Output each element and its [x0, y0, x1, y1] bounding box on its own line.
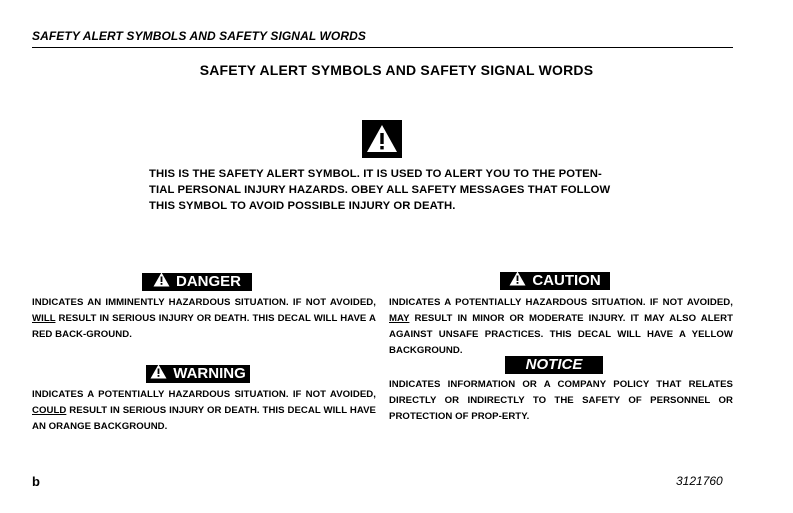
warning-triangle-icon [362, 120, 402, 158]
document-number: 3121760 [676, 474, 723, 488]
danger-label [142, 273, 252, 291]
caution-description: INDICATES A POTENTIALLY HAZARDOUS SITUATION. IF NOT AVOIDED, MAY RESULT IN MINOR OR MODERATE INJURY. IT MAY ALSO ALERT AGAINST UNSAFE PRACTICES. THIS DECAL WILL HAVE A YELLOW BACKGROUND. [389, 297, 733, 356]
notice-label-text: NOTICE [525, 356, 583, 373]
warning-triangle-icon [153, 272, 170, 292]
alert-symbol-description: THIS IS THE SAFETY ALERT SYMBOL. IT IS USED TO ALERT YOU TO THE POTEN- TIAL PERSONAL INJURY HAZARDS. OBEY ALL SAFETY MESSAGES THAT FOLLOW THIS SYMBOL TO AVOID POSSIBLE INJURY OR DEATH. [149, 168, 611, 212]
page-letter: b [32, 474, 40, 489]
caution-label [500, 272, 610, 290]
warning-description: INDICATES A POTENTIALLY HAZARDOUS SITUATION. IF NOT AVOIDED, COULD RESULT IN SERIOUS INJURY OR DEATH. THIS DECAL WILL HAVE AN ORANGE BACKGROUND. [32, 389, 376, 432]
warning-triangle-icon [509, 271, 526, 291]
running-header: SAFETY ALERT SYMBOLS AND SAFETY SIGNAL WORDS [32, 29, 366, 43]
notice-description: INDICATES INFORMATION OR A COMPANY POLICY THAT RELATES DIRECTLY OR INDIRECTLY TO THE SAFETY OF PERSONNEL OR PROTECTION OF PROP-ERTY. [389, 379, 733, 422]
warning-label [146, 365, 250, 383]
caution-label-text: CAUTION [532, 272, 601, 289]
notice-label [505, 356, 603, 374]
warning-triangle-icon [150, 364, 167, 384]
danger-label-text: DANGER [175, 273, 241, 290]
header-rule [32, 47, 733, 48]
page-title: SAFETY ALERT SYMBOLS AND SAFETY SIGNAL WORDS [199, 62, 594, 78]
danger-description: INDICATES AN IMMINENTLY HAZARDOUS SITUATION. IF NOT AVOIDED, WILL RESULT IN SERIOUS INJURY OR DEATH. THIS DECAL WILL HAVE A RED BACK-GROUND. [32, 297, 376, 340]
warning-label-text: WARNING [173, 365, 246, 382]
